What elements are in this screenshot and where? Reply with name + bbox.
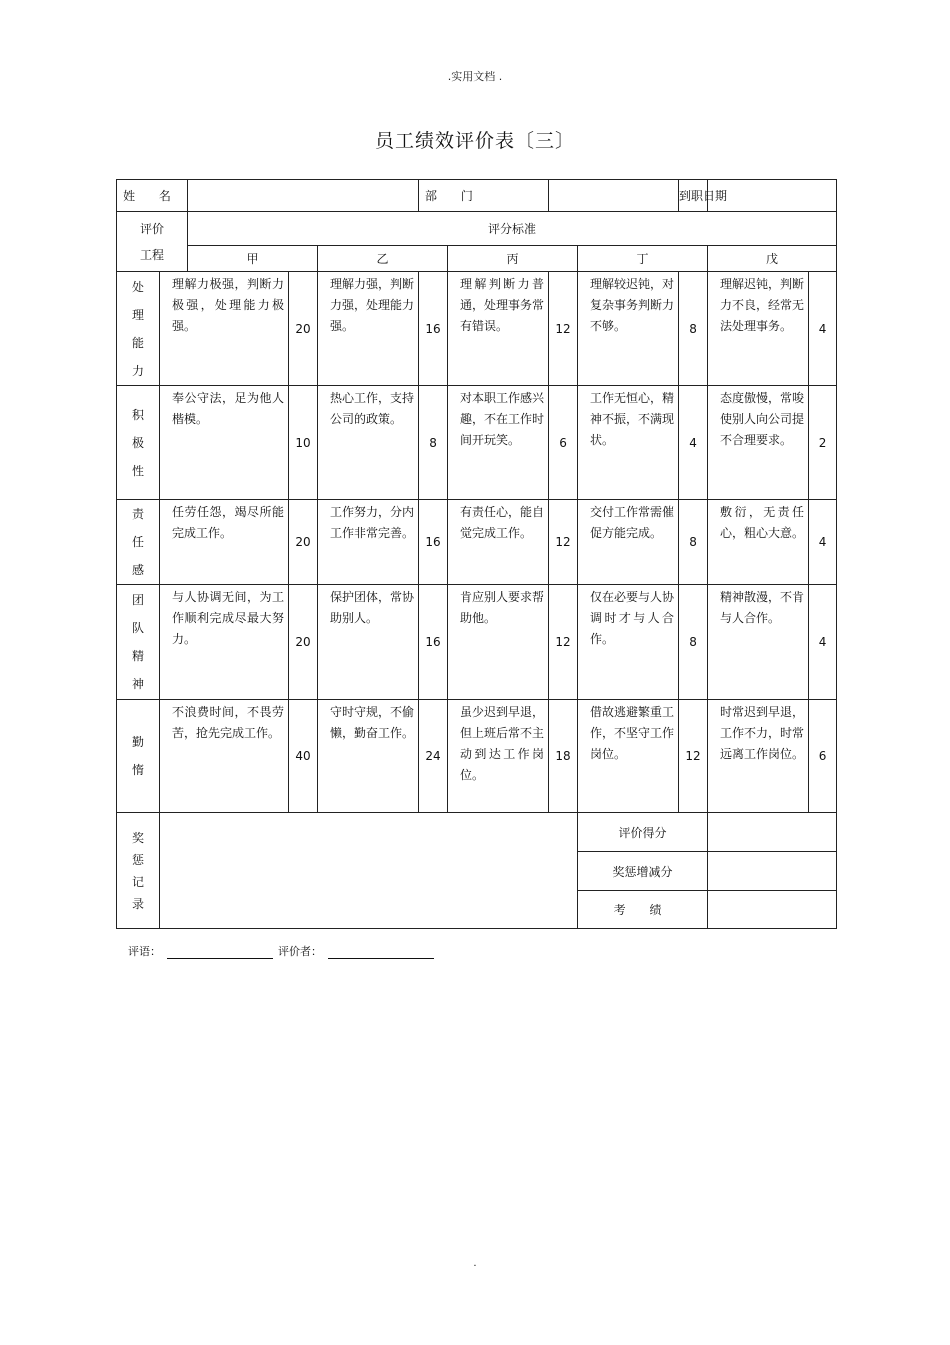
criteria-score: 16 bbox=[419, 272, 448, 386]
criteria-desc: 热心工作，支持公司的政策。 bbox=[318, 386, 419, 500]
criteria-score: 12 bbox=[679, 700, 708, 813]
record-char: 惩 bbox=[131, 852, 144, 867]
table-row bbox=[117, 386, 837, 500]
item-teamwork bbox=[117, 585, 160, 700]
item-char: 精 bbox=[131, 649, 144, 663]
criteria-score: 20 bbox=[289, 272, 318, 386]
item-char: 神 bbox=[131, 677, 144, 691]
eval-item-label-1: 评价 bbox=[140, 221, 165, 236]
item-char: 团 bbox=[131, 593, 144, 607]
criteria-score: 12 bbox=[549, 585, 578, 700]
comment-label: 评语： bbox=[128, 945, 161, 958]
criteria-score: 24 bbox=[419, 700, 448, 813]
item-char: 惰 bbox=[131, 763, 144, 777]
table-row bbox=[117, 700, 837, 813]
grade-yi: 乙 bbox=[318, 246, 448, 272]
item-initiative bbox=[117, 386, 160, 500]
evaluator-label: 评价者： bbox=[278, 945, 322, 958]
criteria-desc: 交付工作常需催促方能完成。 bbox=[578, 500, 679, 585]
table-row bbox=[117, 500, 837, 585]
criteria-score: 40 bbox=[289, 700, 318, 813]
grade-header-row bbox=[117, 246, 837, 272]
criteria-score: 4 bbox=[809, 272, 837, 386]
evaluation-table bbox=[116, 179, 837, 929]
item-char: 能 bbox=[131, 335, 144, 350]
criteria-score: 18 bbox=[549, 700, 578, 813]
item-char: 责 bbox=[131, 507, 144, 521]
grade-wu: 戊 bbox=[708, 246, 837, 272]
record-char: 记 bbox=[131, 874, 144, 889]
table-row bbox=[117, 272, 837, 386]
standard-header-row bbox=[117, 212, 837, 246]
criteria-desc: 仅在必要与人协调时才与人合作。 bbox=[578, 585, 679, 700]
comment-line[interactable] bbox=[167, 946, 273, 959]
criteria-desc: 对本职工作感兴趣，不在工作时间开玩笑。 bbox=[448, 386, 549, 500]
item-responsibility bbox=[117, 500, 160, 585]
criteria-desc: 工作无恒心，精神不振，不满现状。 bbox=[578, 386, 679, 500]
item-char: 性 bbox=[131, 463, 144, 478]
eval-item-label-2: 工程 bbox=[140, 247, 165, 262]
criteria-score: 6 bbox=[549, 386, 578, 500]
name-label: 姓 名 bbox=[117, 180, 188, 212]
criteria-score: 8 bbox=[679, 585, 708, 700]
perf-value[interactable] bbox=[708, 891, 837, 929]
dept-label: 部 门 bbox=[419, 180, 549, 212]
criteria-score: 12 bbox=[549, 500, 578, 585]
criteria-desc: 精神散漫，不肯与人合作。 bbox=[708, 585, 809, 700]
header-note: .实用文档 . bbox=[447, 70, 503, 83]
criteria-score: 12 bbox=[549, 272, 578, 386]
grade-bing: 丙 bbox=[448, 246, 578, 272]
criteria-desc: 敷衍，无责任心，粗心大意。 bbox=[708, 500, 809, 585]
record-char: 奖 bbox=[131, 830, 144, 845]
criteria-score: 4 bbox=[809, 585, 837, 700]
item-char: 队 bbox=[131, 621, 144, 635]
item-char: 理 bbox=[131, 307, 144, 322]
criteria-score: 8 bbox=[679, 500, 708, 585]
score-value[interactable] bbox=[708, 813, 837, 852]
criteria-score: 16 bbox=[419, 500, 448, 585]
score-label: 评价得分 bbox=[578, 813, 708, 852]
footer bbox=[128, 943, 436, 959]
record-content[interactable] bbox=[160, 813, 578, 929]
table-row bbox=[117, 585, 837, 700]
criteria-score: 20 bbox=[289, 500, 318, 585]
criteria-desc: 理解力极强，判断力极强，处理能力极强。 bbox=[160, 272, 289, 386]
criteria-score: 20 bbox=[289, 585, 318, 700]
item-processing bbox=[117, 272, 160, 386]
info-row bbox=[117, 180, 837, 212]
criteria-score: 4 bbox=[679, 386, 708, 500]
bonus-label: 奖惩增减分 bbox=[578, 852, 708, 891]
criteria-desc: 理解判断力普通，处理事务常有错误。 bbox=[448, 272, 549, 386]
criteria-desc: 虽少迟到早退，但上班后常不主动到达工作岗位。 bbox=[448, 700, 549, 813]
item-char: 勤 bbox=[131, 735, 144, 749]
record-char: 录 bbox=[131, 896, 144, 911]
criteria-desc: 工作努力，分内工作非常完善。 bbox=[318, 500, 419, 585]
criteria-desc: 任劳任怨，竭尽所能完成工作。 bbox=[160, 500, 289, 585]
criteria-desc: 时常迟到早退，工作不力，时常远离工作岗位。 bbox=[708, 700, 809, 813]
criteria-desc: 与人协调无间，为工作顺利完成尽最大努力。 bbox=[160, 585, 289, 700]
criteria-score: 8 bbox=[679, 272, 708, 386]
page-dot: . bbox=[473, 1258, 477, 1269]
criteria-score: 16 bbox=[419, 585, 448, 700]
page-title: 员工绩效评价表〔三〕 bbox=[374, 130, 575, 152]
criteria-desc: 守时守规，不偷懒，勤奋工作。 bbox=[318, 700, 419, 813]
standard-label: 评分标准 bbox=[188, 212, 837, 246]
criteria-desc: 不浪费时间，不畏劳苦，抢先完成工作。 bbox=[160, 700, 289, 813]
item-char: 力 bbox=[131, 363, 144, 378]
criteria-desc: 奉公守法，足为他人楷模。 bbox=[160, 386, 289, 500]
item-diligence bbox=[117, 700, 160, 813]
criteria-desc: 保护团体，常协助别人。 bbox=[318, 585, 419, 700]
dept-value[interactable] bbox=[549, 180, 679, 212]
criteria-desc: 态度傲慢，常唆使别人向公司提不合理要求。 bbox=[708, 386, 809, 500]
criteria-score: 2 bbox=[809, 386, 837, 500]
criteria-score: 8 bbox=[419, 386, 448, 500]
criteria-desc: 肯应别人要求帮助他。 bbox=[448, 585, 549, 700]
grade-ding: 丁 bbox=[578, 246, 708, 272]
item-char: 感 bbox=[131, 563, 144, 577]
bonus-value[interactable] bbox=[708, 852, 837, 891]
criteria-score: 4 bbox=[809, 500, 837, 585]
record-label bbox=[117, 813, 160, 929]
evaluator-line[interactable] bbox=[328, 946, 434, 959]
criteria-desc: 有责任心，能自觉完成工作。 bbox=[448, 500, 549, 585]
criteria-desc: 借故逃避繁重工作，不坚守工作岗位。 bbox=[578, 700, 679, 813]
date-label: 到职日期 bbox=[679, 180, 708, 212]
item-char: 任 bbox=[131, 535, 144, 549]
eval-item-header bbox=[117, 212, 188, 272]
item-char: 积 bbox=[131, 407, 144, 422]
criteria-score: 6 bbox=[809, 700, 837, 813]
item-char: 极 bbox=[131, 435, 144, 450]
criteria-desc: 理解迟钝，判断力不良，经常无法处理事务。 bbox=[708, 272, 809, 386]
criteria-desc: 理解力强，判断力强，处理能力强。 bbox=[318, 272, 419, 386]
item-char: 处 bbox=[131, 279, 144, 294]
summary-row bbox=[117, 813, 837, 852]
name-value[interactable] bbox=[188, 180, 419, 212]
criteria-desc: 理解较迟钝，对复杂事务判断力不够。 bbox=[578, 272, 679, 386]
grade-jia: 甲 bbox=[188, 246, 318, 272]
perf-label: 考 绩 bbox=[578, 891, 708, 929]
criteria-score: 10 bbox=[289, 386, 318, 500]
